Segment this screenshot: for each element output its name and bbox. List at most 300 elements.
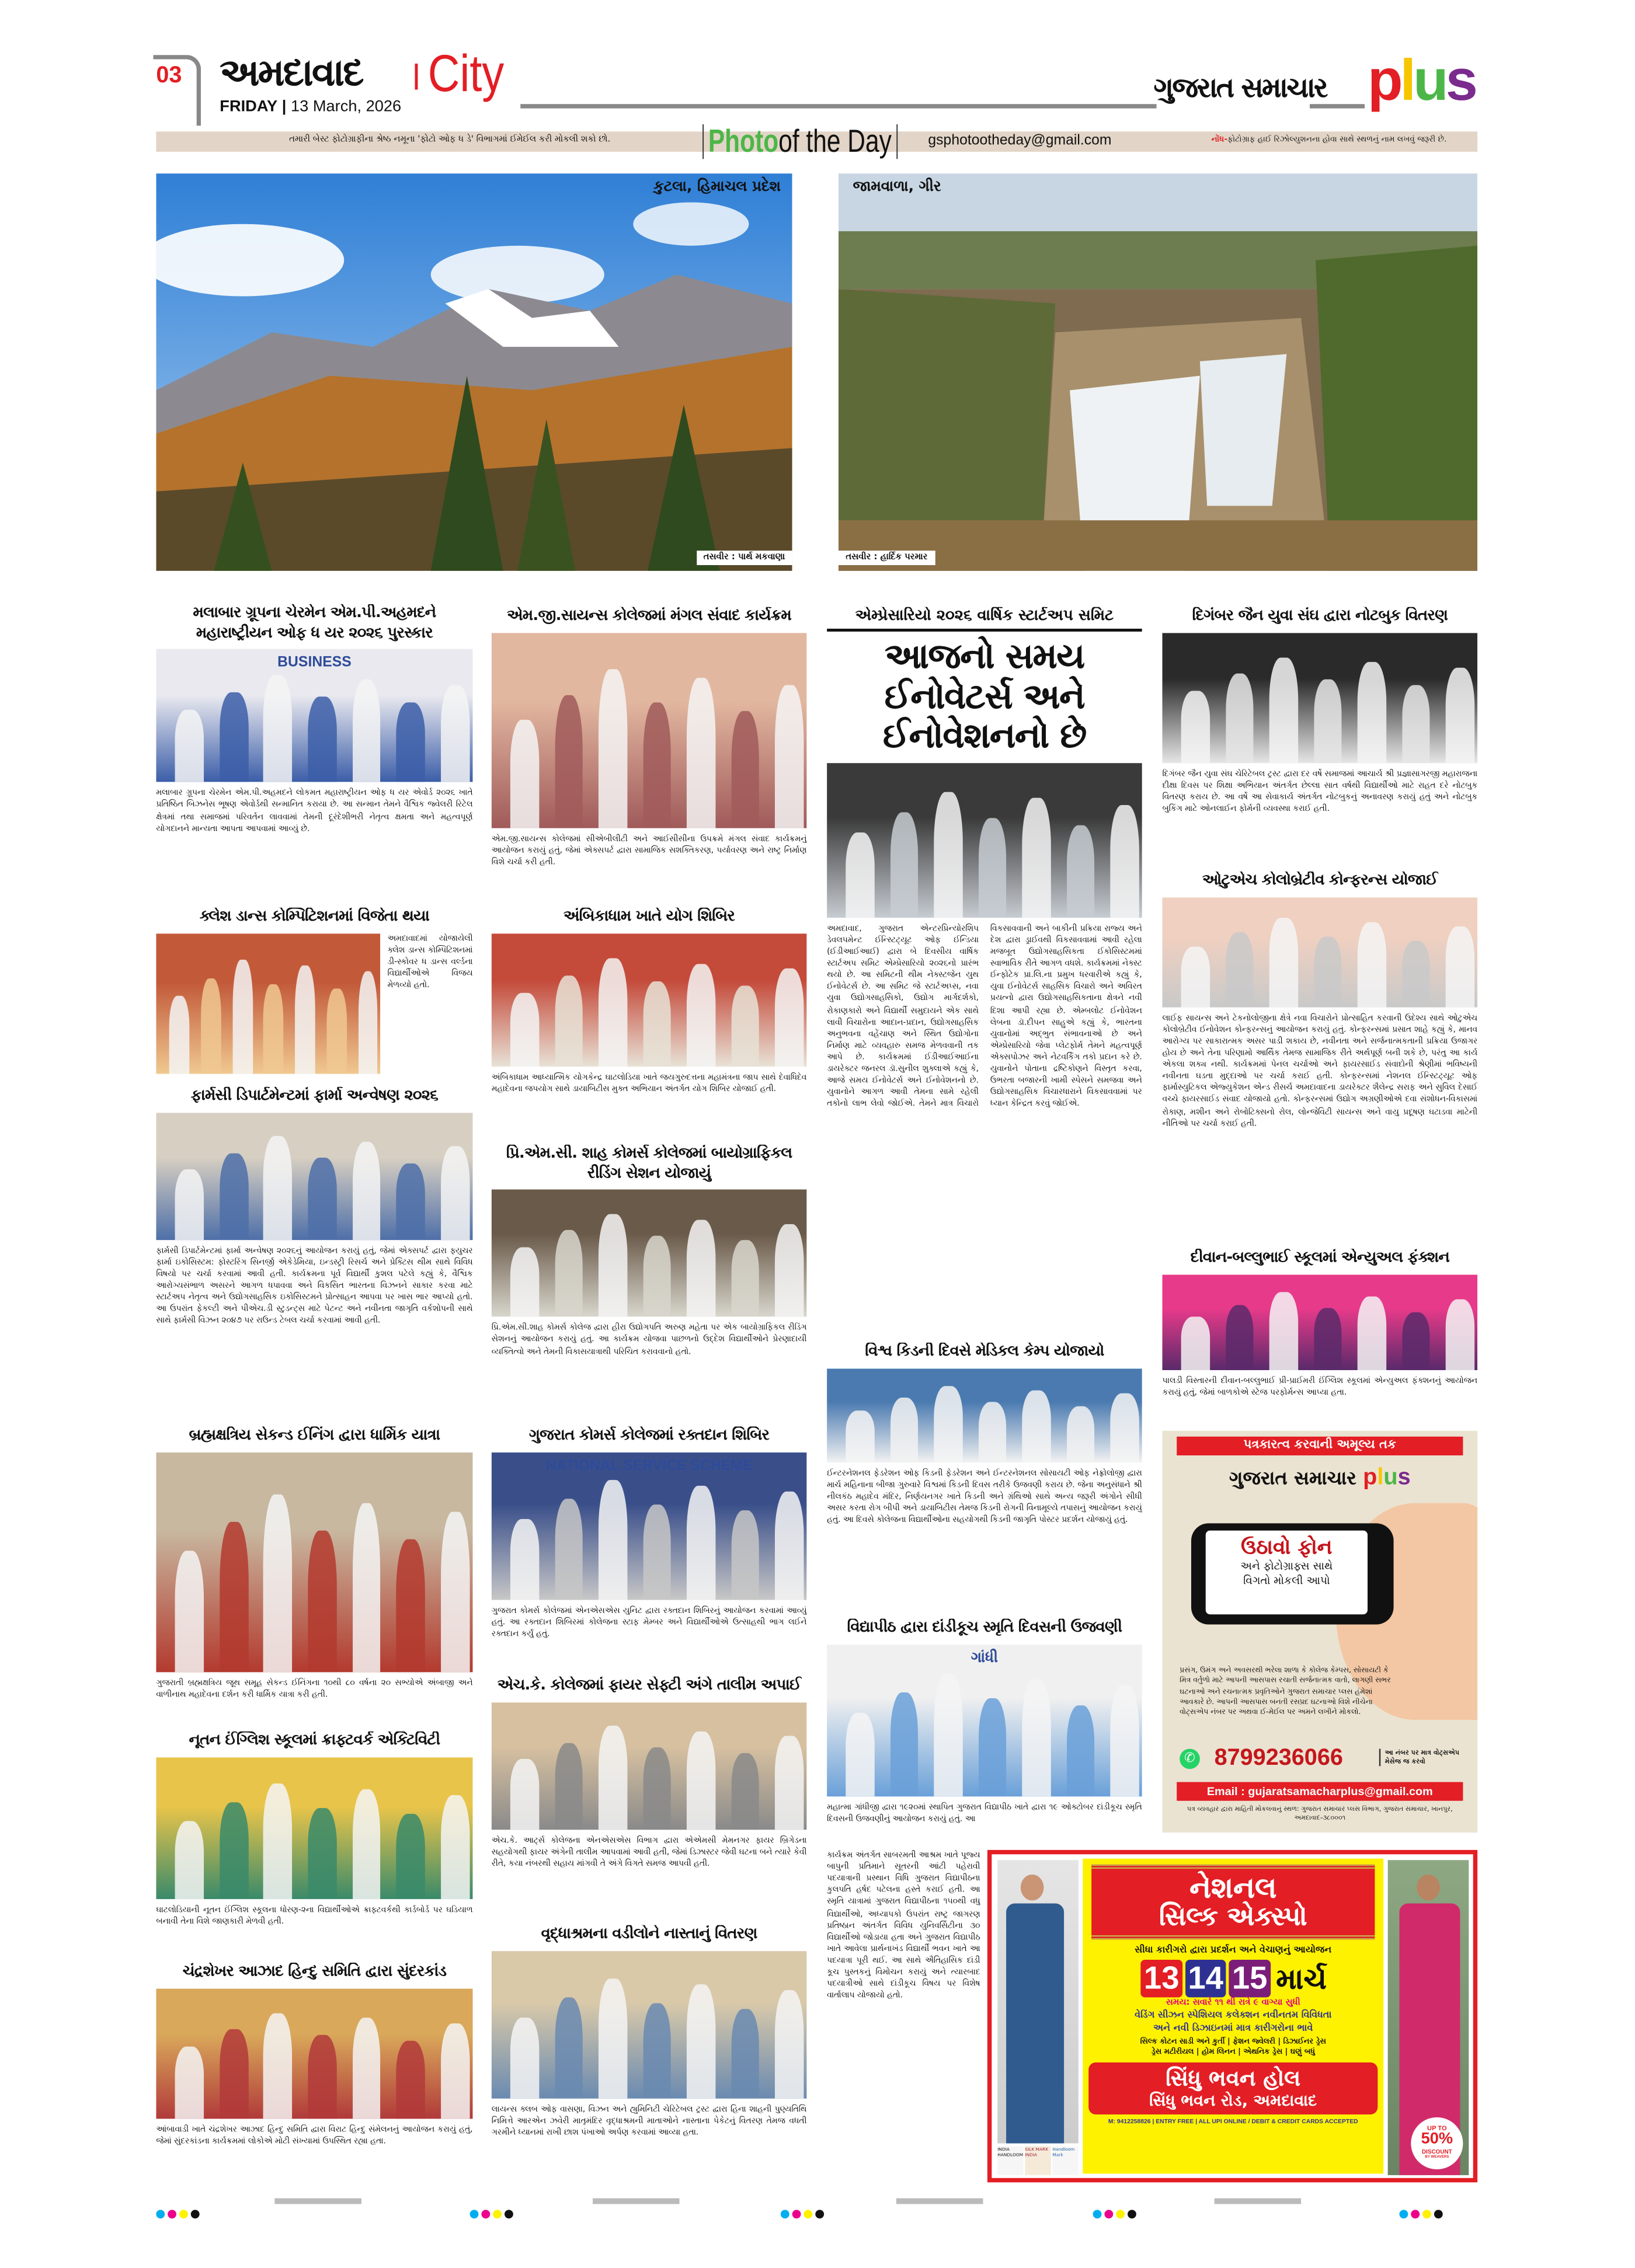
article-body: અંબિકાધામ આધ્યાત્મિક યોગકેન્દ્ર ઘાટલોડિયા ખાતે જયગુરુદત્તના મહામંત્રના જાપ સાથે દેવાધિદેવ મહાદેવના જપયોગ સાથે ડાયાબિટીસ મુક્ત અભિયાન અંતર્ગત યોગ શિબિર યોજાઈ હતી.	[491, 1073, 807, 1094]
article-body: ફાર્મસી ડિપાર્ટમેન્ટમાં ફાર્મા અન્વેષણ ૨૦૨૬નું આયોજન કરાયું હતું, જેમાં એક્સપર્ટ દ્વારા ફ્યુચર ફાર્મા ઇકોસિસ્ટમ: ફોસ્ટરિંગ સિનર્જી એકેડેમિયા, ઇન્ડસ્ટ્રી રિસર્ચ અને પ્રેક્ટિસ થીમ સાથે વિવિધ વિષયો પર ચર્ચા કરવામાં આવી હતી. કાર્યક્રમના પૂર્વ વિદ્યાર્થી કુશલ પટેલે કહ્યું કે, વૈશ્વિક આરોગ્યસંભાળ અસરને આગળ ધપાવવા અને વિકસિત ભારતના વિઝનને સાકાર કરવા માટે સ્ટાર્ટઅપ નેતૃત્વ અને ઉદ્યોગસાહસિક ઇકોસિસ્ટમને પ્રોત્સાહન આપવા પર ખાસ ભાર આપ્યો હતો. આ ઉપરાંત ફેકલ્ટી અને પીએચ.ડી સ્ટુડન્ટ્સ માટે પેટન્ટ અને નવીનતા જાગૃતિ વર્કશોપની સાથે સાથે ફાર્મસી વિઝન ૨૦૪૭ પર રાઉન્ડ ટેબલ ચર્ચા કરવામાં આવી હતી.	[156, 1246, 473, 1326]
person-figure	[934, 1673, 963, 1796]
news-article	[156, 1732, 472, 1951]
person-figure	[396, 1814, 425, 1899]
article-body: ગુજરાતી બ્રહ્મક્ષત્રિય જૂથ સમૂહ સેકન્ડ ઈનિંગના ૧૦થી ૮૦ વર્ષના ૨૦ સભ્યોએ અંબાજી અને વાળીનાથ મહાદેવના દર્શન કરી ધાર્મિક યાત્રા કરી હતી.	[156, 1678, 473, 1699]
article-photo	[492, 632, 807, 827]
ad-screen-line: વિગતો મોકલી આપો	[1243, 1574, 1330, 1587]
person-figure	[220, 692, 248, 782]
photo-credit: તસવીર : પાર્થ મકવાણા	[696, 551, 792, 565]
person-figure	[1022, 799, 1051, 918]
article-photo	[827, 1368, 1142, 1462]
person-figure	[1358, 663, 1386, 763]
article-row	[156, 933, 472, 1073]
person-figure	[1225, 932, 1254, 1007]
expo-line: અને નવી ડિઝાઇનમાં માત્ર કારીગરોના ભાવે	[1153, 2022, 1313, 2033]
article-body: પ્રિ.એમ.સી.શાહ કોમર્સ કોલેજ દ્વારા હીરા ઉદ્યોગપતિ અરુણ મહેતા પર એક બાયોગ્રાફિકલ રીડિંગ સેશનનું આયોજન કરાયું હતું. આ કાર્યક્રમ યોજવા પાછળનો ઉદ્દેશ વિદ્યાર્થીઓને પ્રેરણાદાયી વ્યક્તિત્વો અને તેમની વિકાસયાત્રાથી પરિચિત કરાવવાનો હતો.	[491, 1324, 807, 1357]
news-article	[156, 908, 472, 1081]
news-article	[1162, 872, 1477, 1239]
person-figure	[1111, 1685, 1139, 1796]
person-figure	[201, 978, 221, 1073]
person-figure	[1066, 1705, 1095, 1796]
news-article	[156, 1963, 472, 2182]
article-headline: અંબિકાધામ ખાતે યોગ શિબિર	[563, 907, 735, 925]
color-dots	[470, 2197, 516, 2224]
registration-dot	[1116, 2210, 1125, 2218]
person-figure	[264, 1137, 293, 1239]
person-figure	[1181, 1317, 1210, 1370]
person-figure	[599, 1978, 627, 2098]
article-headline: વિશ્વ કિડની દિવસે મેડિકલ કેમ્પ યોજાયો	[865, 1342, 1104, 1360]
person-figure	[510, 1247, 539, 1317]
news-article	[827, 1619, 1142, 1847]
article-photo	[1162, 897, 1477, 1007]
person-figure	[308, 697, 337, 782]
person-figure	[555, 1499, 583, 1600]
person-figure	[687, 1732, 715, 1830]
news-article	[492, 1427, 807, 1665]
person-figure	[555, 976, 583, 1066]
person-figure	[555, 695, 583, 827]
expo-venue-address: સિંધુ ભવન રોડ, અમદાવાદ	[1149, 2091, 1317, 2110]
person-figure	[220, 1523, 248, 1672]
person-figure	[890, 812, 919, 917]
whatsapp-icon: ✆	[1180, 1749, 1200, 1769]
article-headline: ચંદ્રશેખર આઝાદ હિન્દુ સમિતિ દ્વારા સુંદરકાંડ	[182, 1963, 447, 1980]
person-figure	[358, 971, 378, 1073]
page-number: 03	[156, 63, 182, 89]
person-figure	[643, 1236, 672, 1317]
person-figure	[1181, 691, 1210, 763]
article-body: દિગંબર જૈન યુવા સંઘ ચેરિટેબલ ટ્રસ્ટ દ્વારા દર વર્ષે સમાજમાં આચાર્ય શ્રી પ્રજ્ઞાસાગરજી મહારાજના દીક્ષા દિવસ પર શિક્ષા અભિયાન અંતર્ગત છેલ્લા સાત વર્ષથી વિદ્યાર્થીઓ માટે રાહત દરે નોટબુક વિતરણ કરાય છે. આ વર્ષે આ સેવાકાર્ય અંતર્ગત નોટબુકનું અનાવરણ કરાયું હતું અને નોટબુક બુકિંગ માટે ઓનલાઈન ફોર્મની વ્યવસ્થા કરાઈ હતી.	[1162, 769, 1478, 814]
person-figure	[1402, 685, 1431, 763]
registration-dot	[1434, 2210, 1443, 2218]
article-photo	[156, 1757, 472, 1899]
mountain-landscape-image	[156, 173, 792, 571]
article-headline: નૂતન ઈંગ્લિશ સ્કૂલમાં ક્રાફ્ટવર્ક એક્ટિવિટી	[189, 1731, 440, 1749]
expo-date: 14	[1185, 1960, 1226, 1997]
person-figure	[978, 1699, 1007, 1796]
person-figure	[643, 703, 672, 828]
person-figure	[846, 832, 874, 918]
person-figure	[352, 2018, 381, 2119]
article-photo	[492, 1452, 807, 1600]
article-kicker: એમ્પ્રેસારિયો ૨૦૨૬ વાર્ષિક સ્ટાર્ટઅપ સમિટ	[827, 607, 1142, 632]
person-figure	[555, 1998, 583, 2098]
person-figure	[308, 2035, 337, 2119]
person-figure	[1111, 804, 1139, 917]
news-article	[1162, 607, 1477, 865]
article-photo	[492, 933, 807, 1066]
person-figure	[441, 1511, 469, 1672]
news-article	[492, 908, 807, 1130]
person-figure	[978, 1402, 1007, 1462]
registration-marks	[0, 2197, 1635, 2206]
person-figure	[1402, 941, 1431, 1007]
article-headline: આજનો સમય ઈનોવેટર્સ અને ઈનોવેશનનો છે	[882, 636, 1086, 757]
expo-items: સિલ્ક કોટન સાડી અને કુર્તી | ફેશન જ્વેલરી | ડિઝાઈનર ડ્રેસ	[1140, 2037, 1326, 2047]
person-figure	[352, 1503, 381, 1672]
person-figure	[775, 1736, 803, 1829]
person-figure	[175, 709, 204, 782]
person-figure	[1066, 825, 1095, 918]
ad-address: પત્ર વ્યવહાર દ્વારા માહિતી મોકલવાનું સ્થળ: ગુજરાત સમાચાર પ્લસ વિભાગ, ગુજરાત સમાચાર, ખાનપુર, અમદાવાદ-૩૮૦૦૦૧	[1187, 1806, 1453, 1823]
person-figure	[555, 1231, 583, 1317]
color-dots	[156, 2197, 202, 2224]
article-body: મહાત્મા ગાંધીજી દ્વારા ૧૯૨૦માં સ્થાપિત ગુજરાત વિદ્યાપીઠ ખાતે દ્વારા ૧૯ ઓક્ટોબર દાંડીકૂચ સ્મૃતિ દિવસની ઉજવણીનું આયોજન કરાયું હતું. આ	[827, 1803, 1142, 1824]
person-figure	[326, 990, 347, 1074]
news-article	[827, 1343, 1142, 1597]
article-headline: વિદ્યાપીઠ દ્વારા દાંડીકૂચ સ્મૃતિ દિવસની ઉજવણી	[847, 1618, 1122, 1636]
article-photo	[492, 1702, 807, 1829]
news-article	[492, 1925, 807, 2183]
news-article	[827, 607, 1142, 1330]
registration-dot	[493, 2210, 502, 2218]
article-body: મલાબાર ગ્રૂપના ચેરમેન એમ.પી.અહમદને લોકમત મહારાષ્ટ્રીયન ઓફ ધ યર એવોર્ડ ૨૦૨૬ ખાતે પ્રતિષ્ઠિત બિઝનેસ ભૂષણ એવોર્ડથી સન્માનિત કરાયા છે. આ સન્માન તેમને વૈશ્વિક જ્વેલરી રિટેલ ક્ષેત્રમાં તથા સમાજમાં પરિવર્તન લાવવામાં તેમની દૂરંદેશીભરી નેતૃત્વ ક્ષમતા અને મહત્વપૂર્ણ યોગદાનને માન્યતા આપતા આપવામાં આવ્યું છે.	[156, 789, 473, 834]
article-headline: ગુજરાત કોમર્સ કોલેજમાં રક્તદાન શિબિર	[528, 1426, 770, 1444]
person-figure	[264, 1494, 293, 1672]
person-figure	[775, 1224, 803, 1317]
registration-dot	[1411, 2210, 1420, 2218]
person-figure	[1022, 1679, 1051, 1796]
person-figure	[978, 818, 1007, 918]
registration-dot	[191, 2210, 200, 2218]
person-figure	[175, 1821, 204, 1898]
section-title-gujarati: અમદાવાદ	[220, 52, 363, 96]
expo-month: માર્ચ	[1276, 1961, 1327, 1996]
reporter-invite-ad	[1162, 1431, 1477, 1832]
person-figure	[934, 1386, 963, 1462]
person-figure	[352, 1789, 381, 1898]
article-photo	[156, 1452, 472, 1671]
expo-line: વેડિંગ સીઝન સ્પેશિયલ કલેક્શન નવીનતમ વિવિધતા	[1135, 2008, 1332, 2020]
article-body-continued: કાર્યક્રમ અંતર્ગત સાબરમતી આશ્રમ ખાતે પૂજ્ય બાપુની પ્રતિમાને સૂતરની આંટી પહેરાવી પદયાત્રાની પ્રસ્થાન વિધિ ગુજરાત વિદ્યાપીઠના કુલપતિ હર્ષદ પટેલના હસ્તે કરાઈ હતી. આ સ્મૃતિ યાત્રામાં ગુજરાત વિદ્યાપીઠના ૧૫૦થી વધુ વિદ્યાર્થીઓ, અધ્યાપકો ઉપરાંત રાષ્ટ્ર જાગરણ પ્રતિષ્ઠાન અંતર્ગત વિવિધ યુનિવર્સિટીના ૩૦ વિદ્યાર્થીઓ જોડાયા હતા અને ગુજરાત વિદ્યાપીઠ ખાતે આવેલા પ્રાર્થનાખંડ વિદ્યાર્થી ભવન ખાતે આ પદયાત્રા પૂરી થઈ. આ સાથે ઐતિહાસિક દાંડી કૂચ પુસ્તકનું વિમોચન કરાયું અને ત્યારબાદ પદયાત્રીઓ સાથે દાંડીકૂચ વિષય પર વિશેષ વાર્તાલાપ યોજાયો હતો.	[827, 1851, 980, 2001]
article-headline: ક્લેશ ડાન્સ કોમ્પિટિશનમાં વિજેતા થયા	[199, 907, 430, 925]
plus-letter: l	[1400, 49, 1414, 113]
expo-time: સમય: સવારે ૧૧ થી રાત્રે ૯ વાગ્યા સુધી	[1166, 1997, 1300, 2008]
person-figure	[308, 1808, 337, 1898]
registration-dot	[1399, 2210, 1408, 2218]
photo-location: જામવાળા, ગીર	[853, 179, 941, 196]
plus-letter: p	[1363, 1465, 1377, 1490]
person-figure	[220, 1153, 248, 1239]
silk-expo-details	[1083, 1859, 1383, 2174]
photo-of-day-waterfall	[839, 173, 1477, 571]
registration-bar	[1215, 2199, 1302, 2204]
person-figure	[352, 680, 381, 782]
photo-email: gsphotootheday@gmail.com	[928, 133, 1112, 149]
article-headline: વૃદ્ધાશ્રમના વડીલોને નાસ્તાનું વિતરણ	[541, 1925, 757, 1943]
expo-dates	[1083, 1960, 1383, 1997]
person-figure	[396, 1163, 425, 1240]
person-figure	[731, 710, 760, 828]
person-figure	[295, 966, 315, 1074]
whatsapp-note: આ નંબર પર માત્ર વોટ્સએપ મેસેજ જ કરવો	[1379, 1749, 1474, 1767]
expo-subtitle: સિલ્ક એક્સ્પો	[1159, 1902, 1307, 1933]
brand-logo: ગુજરાત સમાચાર	[1153, 72, 1327, 104]
brand-plus-logo	[1368, 49, 1475, 113]
person-figure	[775, 685, 803, 828]
person-figure	[731, 1753, 760, 1830]
expo-venue: સિંધુ ભવન હોલ	[1166, 2065, 1301, 2091]
whatsapp-number[interactable]: 8799236066	[1214, 1746, 1343, 1771]
person-figure	[1022, 1390, 1051, 1462]
person-figure	[169, 996, 190, 1073]
color-dots	[1093, 2197, 1139, 2224]
ad-screen-line: અને ફોટોગ્રાફ્સ સાથે	[1240, 1559, 1333, 1573]
person-figure	[599, 670, 627, 828]
news-article	[492, 1145, 807, 1408]
registration-bar	[593, 2199, 680, 2204]
article-photo	[156, 649, 472, 782]
person-figure	[1269, 657, 1298, 762]
plus-letter: p	[1368, 49, 1400, 113]
person-figure	[175, 2047, 204, 2119]
photo-sign-text: ગાંધી	[970, 1650, 999, 1666]
registration-dot	[1422, 2210, 1431, 2218]
person-figure	[599, 1480, 627, 1600]
registration-dot	[1128, 2210, 1136, 2218]
registration-dot	[803, 2210, 812, 2218]
ad-banner: પત્રકારત્વ કરવાની અમૂલ્ય તક	[1177, 1437, 1463, 1455]
article-headline: દિગંબર જૈન યુવા સંઘ દ્વારા નોટબુક વિતરણ	[1192, 607, 1448, 625]
person-figure	[846, 1410, 874, 1462]
person-figure	[510, 720, 539, 828]
photo-of-day-title: Photoof the Day	[702, 124, 897, 159]
article-photo	[156, 933, 380, 1073]
person-figure	[555, 1743, 583, 1829]
person-figure	[264, 1784, 293, 1899]
divider	[1310, 104, 1365, 108]
expo-tagline: સીધા કારીગરો દ્વારા પ્રદર્શન અને વેચાણનું આયોજન	[1135, 1943, 1332, 1956]
person-figure	[599, 959, 627, 1066]
photo-sign-text: NATIONAL SERVICE SCHEME	[545, 1458, 753, 1474]
divider	[520, 104, 1156, 108]
person-figure	[441, 1147, 469, 1239]
person-figure	[175, 1551, 204, 1672]
color-dots	[1399, 2197, 1445, 2224]
person-figure	[264, 2013, 293, 2118]
article-body: અમદાવાદમાં યોજાયેલી ક્લેશ ડાન્સ કોમ્પિટિશનમાં ડી-સ્કોવર ધ ડાન્સ વર્લ્ડના વિદ્યાર્થીઓએ વિજય મેળવ્યો હતો.	[387, 934, 473, 991]
edition-date: FRIDAY | 13 March, 2026	[220, 98, 402, 116]
divider	[415, 64, 418, 90]
person-figure	[643, 981, 672, 1066]
article-headline: બ્રહ્મક્ષત્રિય સેકન્ડ ઈનિંગ દ્વારા ધાર્મિક યાત્રા	[189, 1426, 440, 1444]
strip-text: તમારી બેસ્ટ ફોટોગ્રાફીના શ્રેષ્ઠ નમૂના 'ફોટો ઓફ ધ ડે' વિભાગમાં ઈમેઈલ કરી મોકલી શકો છો.	[289, 134, 611, 145]
article-photo	[827, 1644, 1142, 1796]
person-figure	[775, 1492, 803, 1599]
person-figure	[643, 2004, 672, 2098]
person-figure	[775, 969, 803, 1066]
person-figure	[396, 702, 425, 782]
plus-letter: u	[1413, 49, 1446, 113]
person-figure	[599, 1726, 627, 1829]
person-figure	[890, 1398, 919, 1462]
logo-handloom-mark: Handloom Mark	[1052, 2146, 1079, 2175]
person-figure	[643, 1748, 672, 1829]
strip-note: નોંધ-ફોટોગ્રાફ હાઈ રિઝોલ્યુશનના હોવા સાથે સ્થળનું નામ લખવું જરૂરી છે.	[1211, 135, 1447, 145]
article-headline: ફાર્મસી ડિપાર્ટમેન્ટમાં ફાર્મા અન્વેષણ ૨૦૨૬	[190, 1086, 439, 1105]
news-article	[492, 607, 807, 899]
person-figure	[308, 1531, 337, 1672]
photo-sign-text: BUSINESS	[277, 655, 352, 671]
article-body: આંબાવાડી ખાતે ચંદ્રશેખર આઝાદ હિન્દુ સમિતિ દ્વારા વિરાટ હિન્દુ સંમેલનનું આયોજન કરાયું હતું, જેમાં સુંદરકાંડના કાર્યક્રમમાં લોકોએ મોટી સંખ્યામાં ઉપસ્થિત રહ્યા હતા.	[156, 2125, 473, 2146]
registration-dot	[481, 2210, 490, 2218]
person-figure	[1225, 674, 1254, 762]
registration-dot	[179, 2210, 188, 2218]
registration-dot	[505, 2210, 513, 2218]
article-body: પાલડી વિસ્તારની દીવાન-બલ્લુભાઈ પ્રી-પ્રાઈમરી ઈંગ્લિશ સ્કૂલમાં એન્યુઅલ ફંક્શનનું આયોજન કરાયું હતું, જેમાં બાળકોએ સ્ટેજ પરફોર્મન્સ આપ્યા હતા.	[1162, 1377, 1478, 1398]
person-figure	[1358, 1296, 1386, 1370]
registration-dot	[792, 2210, 801, 2218]
article-headline: દીવાન-બલ્લુભાઈ સ્કૂલમાં એન્યુઅલ ફંક્શન	[1190, 1249, 1449, 1266]
news-article	[156, 1427, 472, 1720]
model-blue-saree-image	[997, 1860, 1079, 2143]
person-figure	[1269, 918, 1298, 1006]
article-body: એચ.કે. આર્ટ્સ કોલેજના એનએસએસ વિભાગ દ્વારા એએમસી મેમનગર ફાયર બ્રિગેડના સહયોગથી ફાયર અંગેની તાલીમ આપવામાં આવી હતી, જેમાં ડિઝાસ્ટર જેવી ઘટના બને ત્યારે કેવી રીતે, કયા નંબરથી સહાય માંગવી તે અંગે વિગતે સમજ આપવી હતી.	[491, 1836, 807, 1869]
article-headline: ઓટુએચ કોલોબ્રેટીવ કોન્ફરન્સ યોજાઈ	[1202, 871, 1438, 889]
article-headline: એમ.જી.સાયન્સ કોલેજમાં મંગલ સંવાદ કાર્યક્રમ	[507, 607, 792, 625]
person-figure	[1066, 1406, 1095, 1462]
plus-letter: l	[1377, 1465, 1384, 1490]
expo-contact: M: 9412258826 | ENTRY FREE | ALL UPI ONLINE / DEBIT & CREDIT CARDS ACCEPTED	[1108, 2117, 1358, 2124]
person-figure	[1181, 946, 1210, 1006]
expo-date: 13	[1141, 1960, 1182, 1997]
person-figure	[510, 993, 539, 1066]
section-title-english: City	[427, 43, 505, 103]
news-article	[1162, 1249, 1477, 1422]
registration-bar	[274, 2199, 361, 2204]
person-figure	[1313, 680, 1342, 763]
person-figure	[396, 2040, 425, 2119]
article-body: લાયન્સ ક્લબ ઓફ વાસણા, વિઝન અને હ્યુમિનિટી ચેરિટેબલ ટ્રસ્ટ દ્વારા હિના શાહની પુણ્યતિથિ નિમિત્તે આરએન ઝવેરી માતૃમંદિર વૃદ્ધાશ્રમની માતાઓને નાસ્તાના પેકેટનું વિતરણ તેમજ વધતી ગરમીને ધ્યાનમાં રાખી છાશ પંખાઓ અર્પણ કરવામાં આવ્યા હતા.	[491, 2105, 807, 2138]
news-article	[492, 1677, 807, 1918]
person-figure	[934, 792, 963, 918]
silk-expo-ad	[987, 1850, 1477, 2182]
person-figure	[510, 1760, 539, 1830]
logo-silk-mark: SILK MARK INDIA	[1025, 2146, 1051, 2175]
registration-dot	[470, 2210, 479, 2218]
article-photo	[492, 1190, 807, 1317]
person-figure	[846, 1712, 874, 1796]
news-article	[156, 604, 472, 887]
person-figure	[731, 1241, 760, 1317]
article-body: ગુજરાત કોમર્સ કોલેજમાં એનએસએસ યુનિટ દ્વારા રક્તદાન શિબિરનું આયોજન કરવામાં આવ્યું હતું. આ રક્તદાન શિબિરમાં કોલેજના સ્ટાફ મેમ્બર અને વિદ્યાર્થીઓએ ઉત્સાહથી ભાગ લઈને રક્તદાન કર્યું હતું.	[491, 1607, 807, 1639]
article-body: ઈન્ટરનેશનલ ફેડરેશન ઓફ કિડની ફેડરેશન અને ઈન્ટરનેશનલ સોસાયટી ઓફ નેફ્રોલોજી દ્વારા માર્ચ મહિનાના બીજા ગુરુવારે વિશ્વમાં કિડની દિવસ તરીકે ઉજવણી કરાય છે. જેના અનુસંધાને શ્રી નીલકંઠ મહાદેવ મંદિર, નિર્ણયનગર ખાતે કિડની અને ગ્રંથિઓ સાથે અન્ય જરૂરી અંગોને સીધી અસર કરતા રોગ બીપી અને ડાયાબિટીસ તેમજ કિડની રોગની વિનામૂલ્યે તપાસનું આયોજન કરાયું હતું. આ દિવસે કોલેજના વિદ્યાર્થીઓના સહયોગથી કિડની જાગૃતિ પોસ્ટર પ્રદર્શન યોજાયું હતું.	[827, 1469, 1142, 1525]
photo-location: કુટલા, હિમાચલ પ્રદેશ	[653, 179, 781, 196]
discount-badge: UP TO 50% DISCOUNT BY WEAVERS	[1411, 2117, 1463, 2169]
waterfall-image	[839, 173, 1477, 571]
ad-screen-title: ઉઠાવો ફોન	[1241, 1536, 1333, 1560]
plus-letter: s	[1397, 1465, 1411, 1490]
article-body: ઘાટલોડિયાની નૂતન ઈંગ્લિશ સ્કૂલના ધોરણ-૨ના વિદ્યાર્થીઓએ ક્રાફ્ટવર્કથી કાર્ડબોર્ડ પર ઘડિયાળ બનાવી તેના વિશે જાણકારી મેળવી હતી.	[156, 1905, 473, 1926]
person-figure	[220, 2030, 248, 2118]
article-photo	[1162, 632, 1477, 762]
person-figure	[731, 2009, 760, 2098]
expo-items: ડ્રેસ મટીરીયલ | હોમ લિનન | એથનિક ડ્રેસ | ઘણું બધું	[1151, 2047, 1315, 2057]
ad-brand-logo: ગુજરાત સમાચાર plus	[1229, 1465, 1411, 1490]
person-figure	[687, 1486, 715, 1599]
person-figure	[264, 984, 284, 1074]
photo-credit: તસવીર : હાર્દિક પરમાર	[839, 551, 935, 565]
person-figure	[687, 1219, 715, 1317]
certification-logos	[997, 2146, 1079, 2175]
person-figure	[396, 1540, 425, 1672]
registration-dot	[1093, 2210, 1102, 2218]
person-figure	[441, 1795, 469, 1898]
person-figure	[775, 1991, 803, 2098]
person-figure	[1446, 926, 1474, 1006]
article-body: એમ.જી.સાયન્સ કોલેજમાં સીએબીલીટી અને આઈસીસીના ઉપક્રમે મંગલ સંવાદ કાર્યક્રમનું આયોજન કરાયું હતું, જેમાં એક્સપર્ટ દ્વારા સામાજિક સશક્તિકરણ, પર્યાવરણ અને રાષ્ટ્ર નિર્માણ વિશે ચર્ચા કરી હતી.	[491, 835, 807, 868]
person-figure	[687, 1984, 715, 2098]
person-figure	[175, 1169, 204, 1239]
article-photo	[492, 1950, 807, 2098]
person-figure	[1313, 936, 1342, 1006]
registration-bar	[896, 2199, 983, 2204]
photo-of-day-mountains	[156, 173, 792, 571]
article-photo	[1162, 1274, 1477, 1370]
registration-dot	[1104, 2210, 1113, 2218]
article-headline: મલાબાર ગ્રૂપના ચેરમેન એમ.પી.અહમદને મહારાષ્ટ્રીયન ઓફ ધ યર ૨૦૨૬ પુરસ્કાર	[193, 604, 436, 642]
registration-dot	[815, 2210, 824, 2218]
article-body: અમદાવાદ, ગુજરાત એન્ટરપ્રિન્યોરશિપ ડેવલપમેન્ટ ઈન્સ્ટિટ્યૂટ ઓફ ઈન્ડિયા (ઈડીઆઈઆઈ) દ્વારા બે દિવસીય વાર્ષિક સ્ટાર્ટઅપ સમિટ એમ્પ્રેસારિયો ૨૦૨૬નો પ્રારંભ થયો છે. આ સમિટની થીમ નેક્સ્ટજેન યુથ ઈનોવેટર્સ છે. આ સમિટ જે સ્ટાર્ટઅપ્સ, નવા યુવા ઉદ્યોગસાહસિકો, ઉદ્યોગ માર્ગદર્શકો, રોકાણકારો અને વિદ્યાર્થી સમુદાયને એક સાથે લાવી વિચારોના આદાન-પ્રદાન, ઉદ્યોગસાહસિક અનુભવના વહેંચાણ અને સ્થિત ઉદ્યોગોના નિર્માણ માટે વ્યવહારુ સમજ મેળવવાની તક આપે છે. કાર્યક્રમમાં ઈડીઆઈઆઈના ડાયરેક્ટર જનરલ ડૉ.સુનીલ શુક્લાએ કહ્યું કે, આજે સમય ઈનોવેટર્સ અને ઈનોવેશનનો છે. યુવાનોને આગળ આવી તેમના સામે રહેલી તકોનો લાભ લેવો જોઈએ. તેમને માત્ર વિચારો વિકસાવવાની અને બાકીની પ્રક્રિયા રાજ્ય અને દેશ દ્વારા ડ્રાઈવથી વિકસાવવામાં આવી રહેલા મજબૂત ઉદ્યોગસાહસિકતા ઈકોસિસ્ટમમાં સ્વાભાવિક રીતે આગળ વધશે. કાર્યક્રમમાં નેક્સ્ટ ઈન્ફોટેક પ્રા.લિ.ના પ્રમુખ ધરવારીએ કહ્યું કે, યુવા ઈનોવેટર્સ સાહસિક વિચારો અને અવિરત પ્રયત્નો દ્વારા ઉદ્યોગસાહસિકતાના ક્ષેત્રને નવી દિશા આપી રહ્યા છે. એમ્બલોટ ઈનોવેશન લેબના ડૉ.દીપન સાહુએ કહ્યું કે, ભારતના યુવાનોમાં અદ્ભુત સંભાવનાઓ છે અને એમ્પ્રેસારિયો જેવા પ્લેટફોર્મ તેમને મહત્વપૂર્ણ એક્સપોઝર અને નેટવર્કિંગ તકો પ્રદાન કરે છે. યુવાનોને પોતાના દ્રષ્ટિકોણને વિસ્તૃત કરવા, ઉભરતા બજારની ખામી સ્પેસને સમજવા અને ઉદ્યોગસાહસિક વિચારધારાને વિકસાવવામાં પર ધ્યાન કેન્દ્રિત કરવું જોઈએ.	[827, 924, 1142, 1109]
person-figure	[890, 1693, 919, 1796]
plus-letter: u	[1383, 1465, 1398, 1490]
person-figure	[308, 1158, 337, 1239]
person-figure	[1446, 1300, 1474, 1370]
registration-dot	[156, 2210, 165, 2218]
person-figure	[731, 987, 760, 1067]
article-headline: પ્રિ.એમ.સી. શાહ કોમર્સ કોલેજમાં બાયોગ્રાફિકલ રીડિંગ સેશન યોજાયું	[506, 1144, 792, 1182]
logo-india-handloom: INDIA HANDLOOM	[997, 2146, 1024, 2175]
person-figure	[1446, 668, 1474, 763]
article-photo	[827, 763, 1142, 918]
plus-letter: s	[1445, 49, 1475, 113]
person-figure	[441, 685, 469, 782]
expo-date: 15	[1229, 1960, 1271, 1997]
article-photo	[156, 1988, 472, 2119]
person-figure	[264, 675, 293, 782]
person-figure	[510, 2017, 539, 2098]
person-figure	[687, 677, 715, 827]
expo-title: નેશનલ	[1189, 1870, 1277, 1905]
article-body: લાઈફ સાયન્સ અને ટેકનોલોજીના ક્ષેત્રે નવા વિચારોને પ્રોત્સાહિત કરવાની ઉદેશ્ય સાથે ઓટુએચ કોલોબ્રેટીવ ઈનોવેશન કોન્ફરન્સનું આયોજન કરાયું હતું. કોન્ફરન્સમાં પ્રસાત શાહે કહ્યું કે, માનવ આરોગ્ય પર સાકારાત્મક અસર પાડી શકાય છે, નવીનતા અને સર્જનાત્મકતાની પ્રક્રિયા ઉજાગર હોય છે અને તેના પરિણામો આર્થિક તેમજ સામાજિક રીતે અર્થપૂર્ણ બની શકે છે, પરંતુ આ કાર્ય એકલા શક્ય નથી. કાર્યક્રમમાં પેનલ ચર્ચાઓ અને ફાયરસાઈડ સંવાદોની શ્રેણીમાં ભવિષ્યની નવીનતા ઘડતા મુદ્દાઓ પર ચર્ચા કરાઈ હતી. કોન્ફરન્સમાં નેશનલ ઈન્સ્ટિટ્યૂટ ઓફ ફાર્માસ્યુટિકલ એજ્યુકેશન એન્ડ રીસર્ચ અમદાવાદના ડાયરેક્ટર શૈલેન્દ્ર સરાફ અને સુવિલ દેસાઈ વચ્ચે ફાયરસાઈડ સંવાદ યોજાયો હતો. કોન્ફરન્સમાં ઉદ્યોગ અગ્રણીઓએ દવા સંશોધન-વિકાસમાં રોકાણ, મશીન અને રોબોટિક્સનો રોલ, લોન્જેવિટી સાયન્સ અને વાયુ પ્રદૂષણ ઘટાડવા માટેની નીતિઓ પર ચર્ચા કરાઈ હતી.	[1162, 1014, 1478, 1128]
person-figure	[1313, 1309, 1342, 1370]
phone-image	[1191, 1523, 1394, 1624]
registration-dot	[781, 2210, 789, 2218]
person-figure	[1402, 1312, 1431, 1370]
ad-email[interactable]: Email : gujaratsamacharplus@gmail.com	[1177, 1782, 1463, 1801]
person-figure	[1111, 1393, 1139, 1462]
news-article	[156, 1087, 472, 1416]
article-headline: એચ.કે. કોલેજમાં ફાયર સેફ્ટી અંગે તાલીમ અપાઈ	[497, 1676, 801, 1694]
color-dots	[781, 2197, 827, 2224]
person-figure	[352, 1142, 381, 1240]
person-figure	[731, 1511, 760, 1599]
person-figure	[441, 2023, 469, 2119]
person-figure	[232, 960, 253, 1073]
ad-body: પ્રસંગ, ઉમંગ અને અવસરથી ભરેલા શાળા કે કોલેજ કેમ્પસ, સોસાયટી કે મિત્ર વર્તુળો માટે આપની આસપાસ રચાતી સર્જનાત્મક વાતો, લાગણી સભર ઘટનાઓ અને રચનાત્મક પ્રવૃતિઓને ગુજરાત સમાચાર પ્લસ હંમેશાં આવકારે છે. આપની આસપાસ બનતી રસપ્રદ ઘટનાઓ વિશે નીચેના વોટ્સએપ નંબર પર અથવા ઈ-મેઈલ પર અમને લખીને મોકલો.	[1180, 1666, 1391, 1717]
person-figure	[510, 1518, 539, 1600]
person-figure	[1269, 1292, 1298, 1370]
person-figure	[599, 1214, 627, 1317]
person-figure	[1225, 1305, 1254, 1370]
article-photo	[156, 1112, 472, 1239]
person-figure	[1358, 922, 1386, 1007]
person-figure	[220, 1802, 248, 1898]
person-figure	[643, 1505, 672, 1600]
registration-dot	[168, 2210, 176, 2218]
person-figure	[687, 964, 715, 1066]
